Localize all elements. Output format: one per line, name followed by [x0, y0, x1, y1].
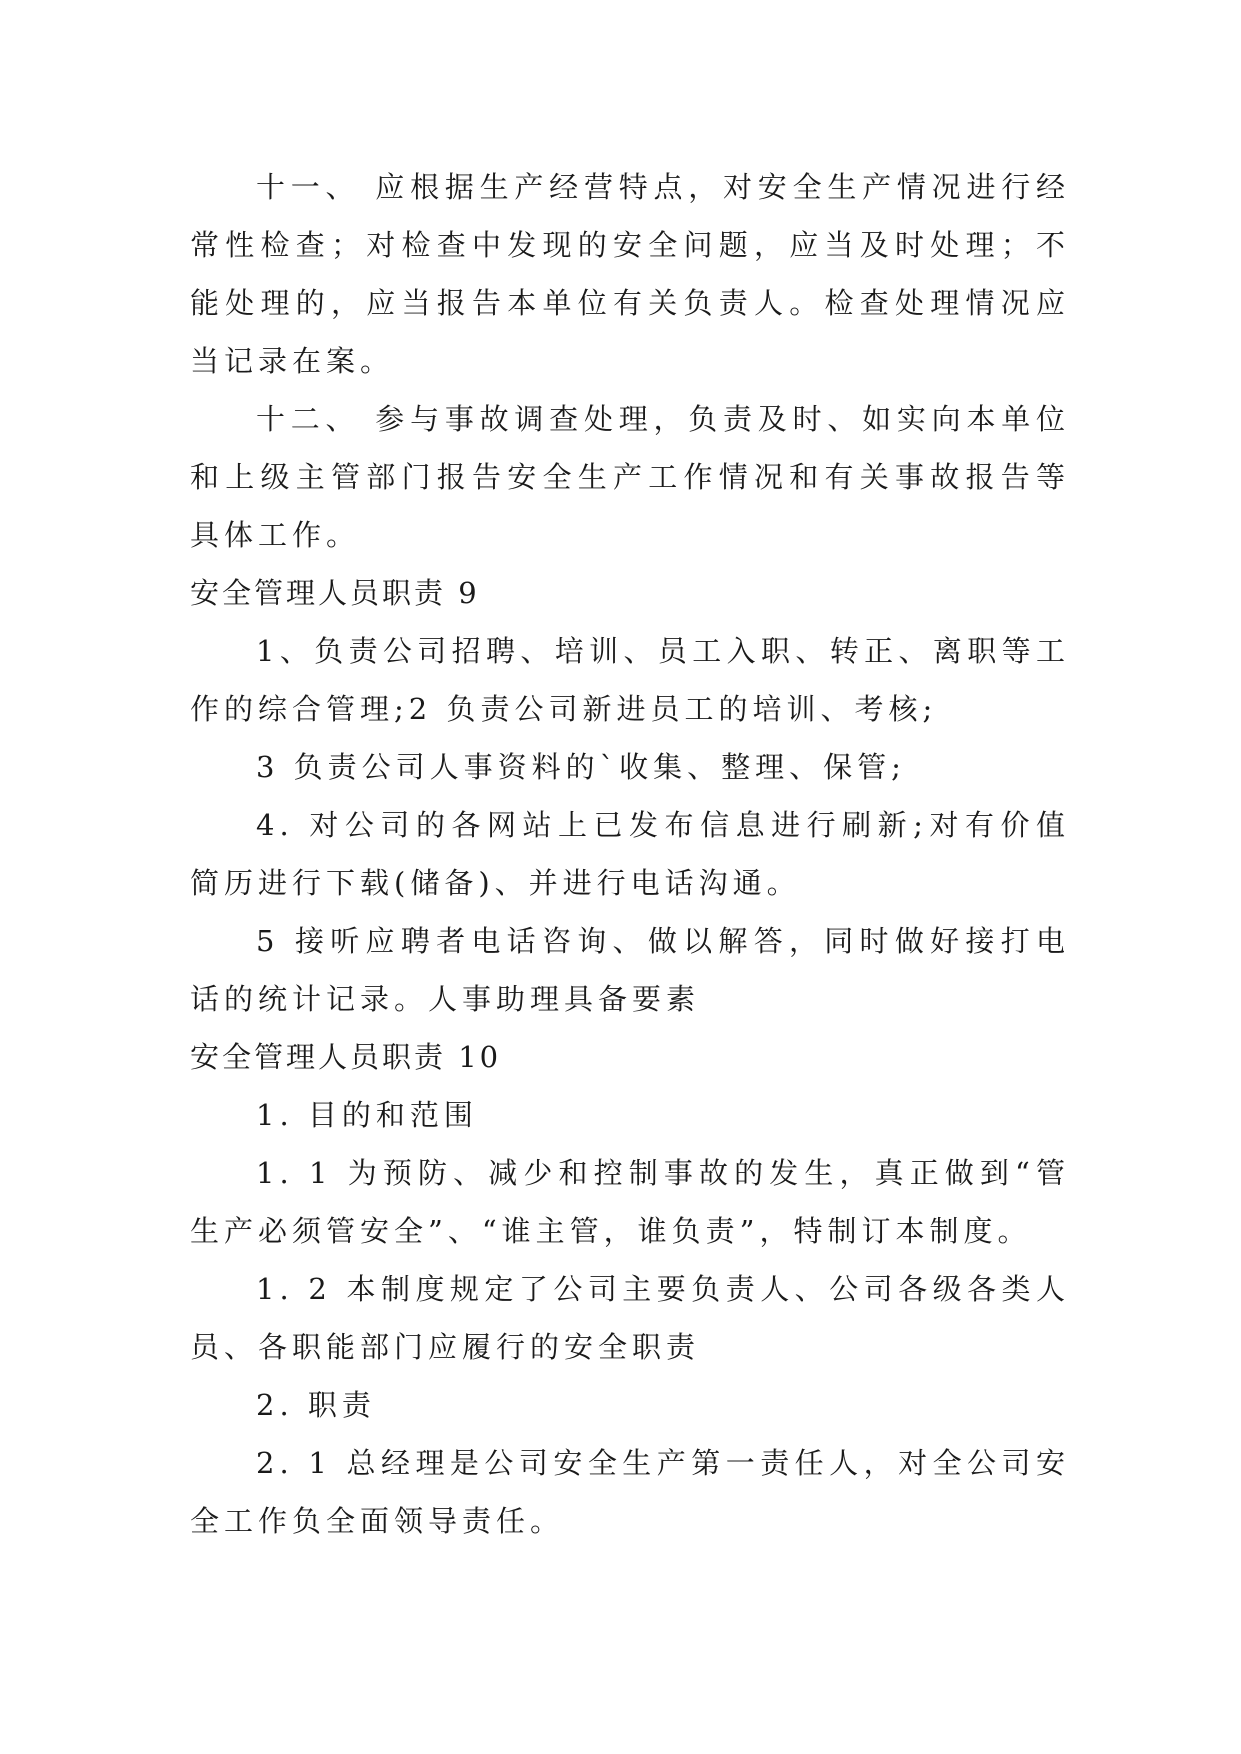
section-heading-10: 安全管理人员职责 10 [190, 1040, 502, 1074]
paragraph-responsibilities: 2. 职责 [256, 1388, 376, 1422]
document-body [190, 158, 1070, 1550]
paragraph-duty-5: 5 接听应聘者电话咨询、做以解答，同时做好接打电话的统计记录。人事助理具备要素 [190, 924, 1070, 1016]
paragraph-duty-1: 1、负责公司招聘、培训、员工入职、转正、离职等工作的综合管理;2 负责公司新进员工的培训、考核; [190, 634, 1070, 726]
section-heading-9: 安全管理人员职责 9 [190, 576, 480, 610]
paragraph-duty-4: 4. 对公司的各网站上已发布信息进行刷新;对有价值简历进行下载(储备)、并进行电话沟通。 [190, 808, 1070, 900]
paragraph-1-1: 1. 1 为预防、减少和控制事故的发生，真正做到“管生产必须管安全”、“谁主管，谁负责”，特制订本制度。 [190, 1156, 1070, 1248]
paragraph-item-eleven: 十一、 应根据生产经营特点，对安全生产情况进行经常性检查；对检查中发现的安全问题，应当及时处理；不能处理的，应当报告本单位有关负责人。检查处理情况应当记录在案。 [190, 170, 1070, 378]
paragraph-1-2: 1. 2 本制度规定了公司主要负责人、公司各级各类人员、各职能部门应履行的安全职责 [190, 1272, 1070, 1364]
paragraph-item-twelve: 十二、 参与事故调查处理，负责及时、如实向本单位和上级主管部门报告安全生产工作情况和有关事故报告等具体工作。 [190, 402, 1070, 552]
paragraph-duty-3: 3 负责公司人事资料的`收集、整理、保管; [256, 750, 906, 784]
paragraph-2-1: 2. 1 总经理是公司安全生产第一责任人，对全公司安全工作负全面领导责任。 [190, 1446, 1070, 1538]
paragraph-purpose-scope: 1. 目的和范围 [256, 1098, 478, 1132]
